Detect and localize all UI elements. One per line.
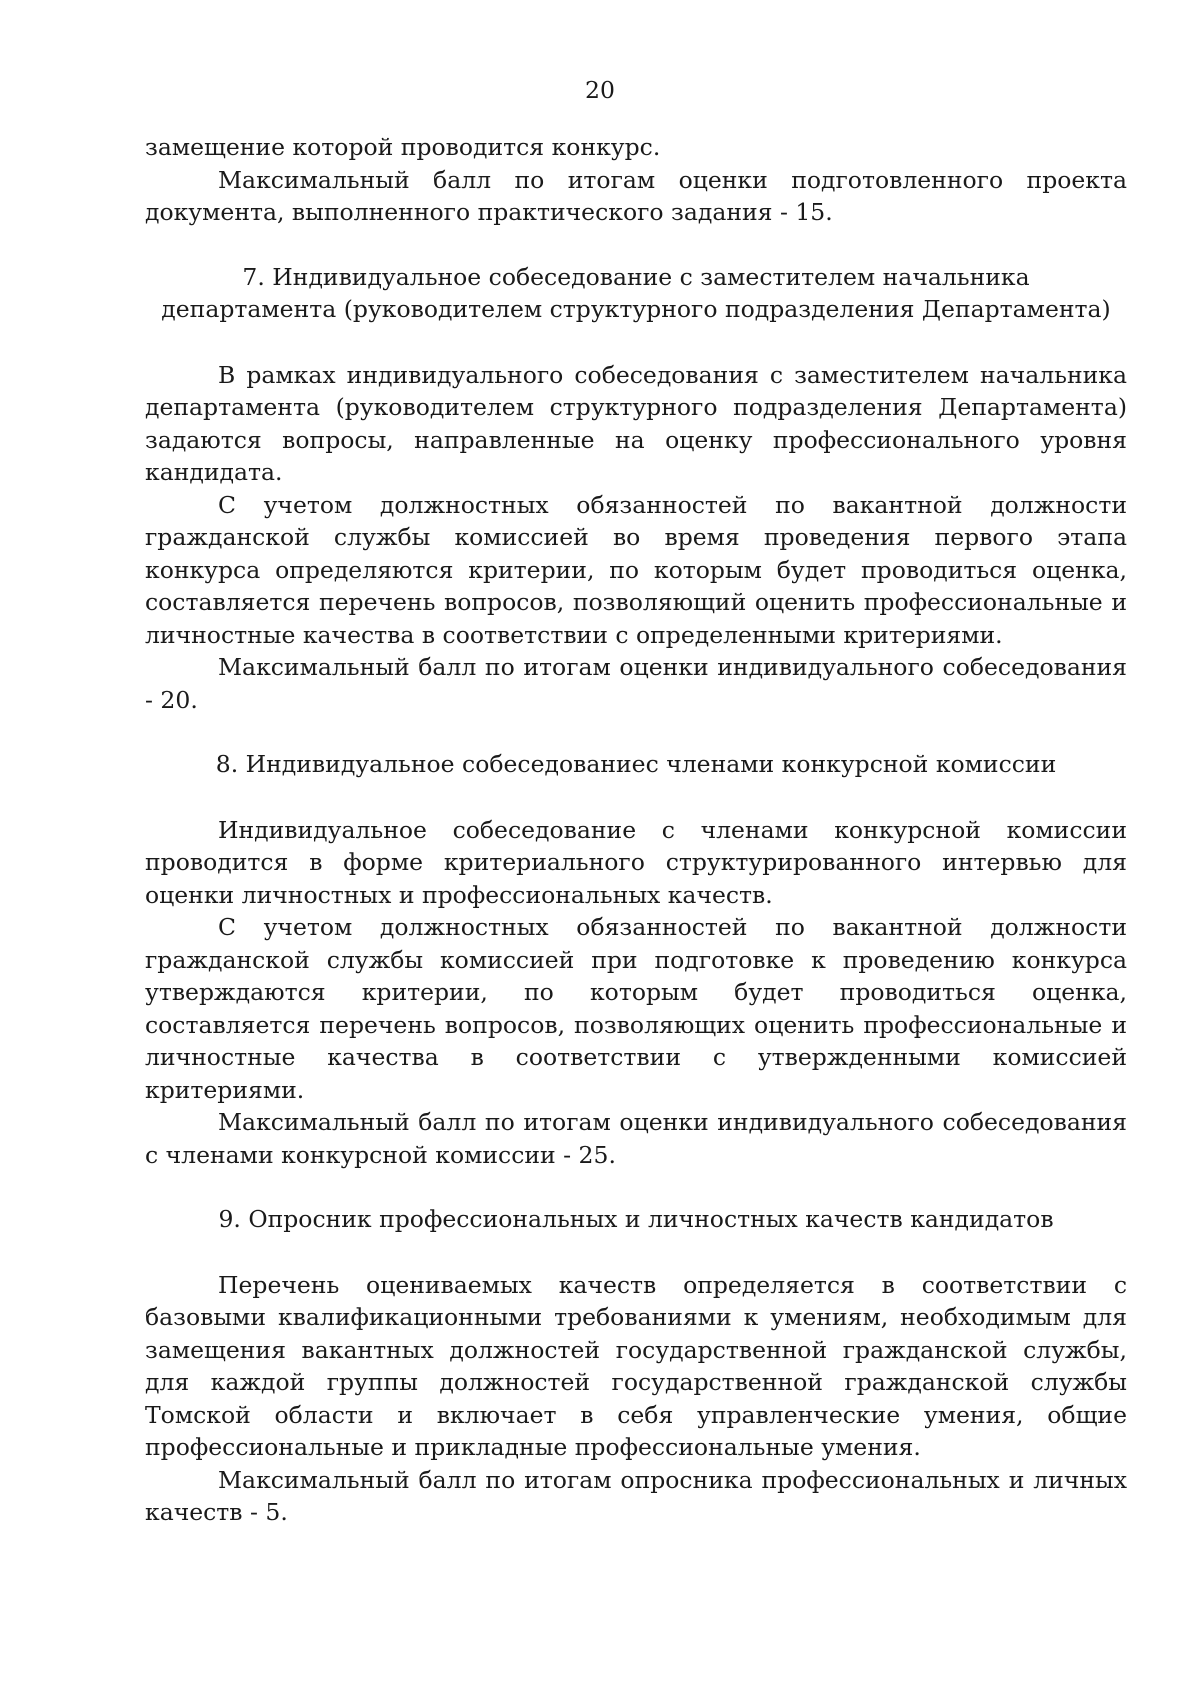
section-7-paragraph-2: С учетом должностных обязанностей по вакантной должности гражданской службы комиссией во время проведения первого этапа конкурса определяются критерии, по которым будет проводиться оценка, составляется перечень вопросов, позволяющий оценить профессиональные и личностные качества в соответствии с определенными критериями.	[145, 490, 1127, 649]
section-7-heading	[145, 261, 1127, 326]
section-9-heading: 9. Опросник профессиональных и личностных качеств кандидатов	[218, 1205, 1054, 1233]
page-number: 20	[585, 76, 615, 104]
section-8-paragraph-1: Индивидуальное собеседование с членами конкурсной комиссии проводится в форме критериального структурированного интервью для оценки личностных и профессиональных качеств.	[145, 815, 1127, 909]
section-9-paragraph-1: Перечень оцениваемых качеств определяется в соответствии с базовыми квалификационными требованиями к умениям, необходимым для замещения вакантных должностей государственной гражданской службы, для каждой группы должностей государственной гражданской службы Томской области и включает в себя управленческие умения, общие профессиональные и прикладные профессиональные умения.	[145, 1270, 1127, 1461]
section-9-paragraph-2: Максимальный балл по итогам опросника профессиональных и личных качеств - 5.	[145, 1465, 1127, 1526]
section-8-paragraph-2: С учетом должностных обязанностей по вакантной должности гражданской службы комиссией при подготовке к проведению конкурса утверждаются критерии, по которым будет проводиться оценка, составляется перечень вопросов, позволяющих оценить профессиональные и личностные качества в соответствии с утвержденными комиссией критериями.	[145, 913, 1127, 1104]
section-7-paragraph-3: Максимальный балл по итогам оценки индивидуального собеседования - 20.	[145, 653, 1127, 714]
section-7-heading-line-2: департамента (руководителем структурного подразделения Департамента)	[161, 295, 1111, 323]
document-body	[145, 131, 1127, 1529]
section-7-heading-line-1: 7. Индивидуальное собеседование с заместителем начальника	[242, 262, 1030, 291]
paragraph-intro-continuation: замещение которой проводится конкурс.	[145, 133, 661, 161]
section-8-heading: 8. Индивидуальное собеседованиес членами конкурсной комиссии	[215, 750, 1057, 778]
section-9-body	[145, 1269, 1127, 1529]
paragraph-max-score-practical: Максимальный балл по итогам оценки подготовленного проекта документа, выполненного практического задания - 15.	[145, 165, 1127, 226]
section-8-paragraph-3: Максимальный балл по итогам оценки индивидуального собеседования с членами конкурсной комиссии - 25.	[145, 1108, 1127, 1169]
section-7-body	[145, 359, 1127, 717]
section-7-paragraph-1: В рамках индивидуального собеседования с заместителем начальника департамента (руководителем структурного подразделения Департамента) задаются вопросы, направленные на оценку профессионального уровня кандидата.	[145, 360, 1127, 486]
section-8-body	[145, 814, 1127, 1172]
